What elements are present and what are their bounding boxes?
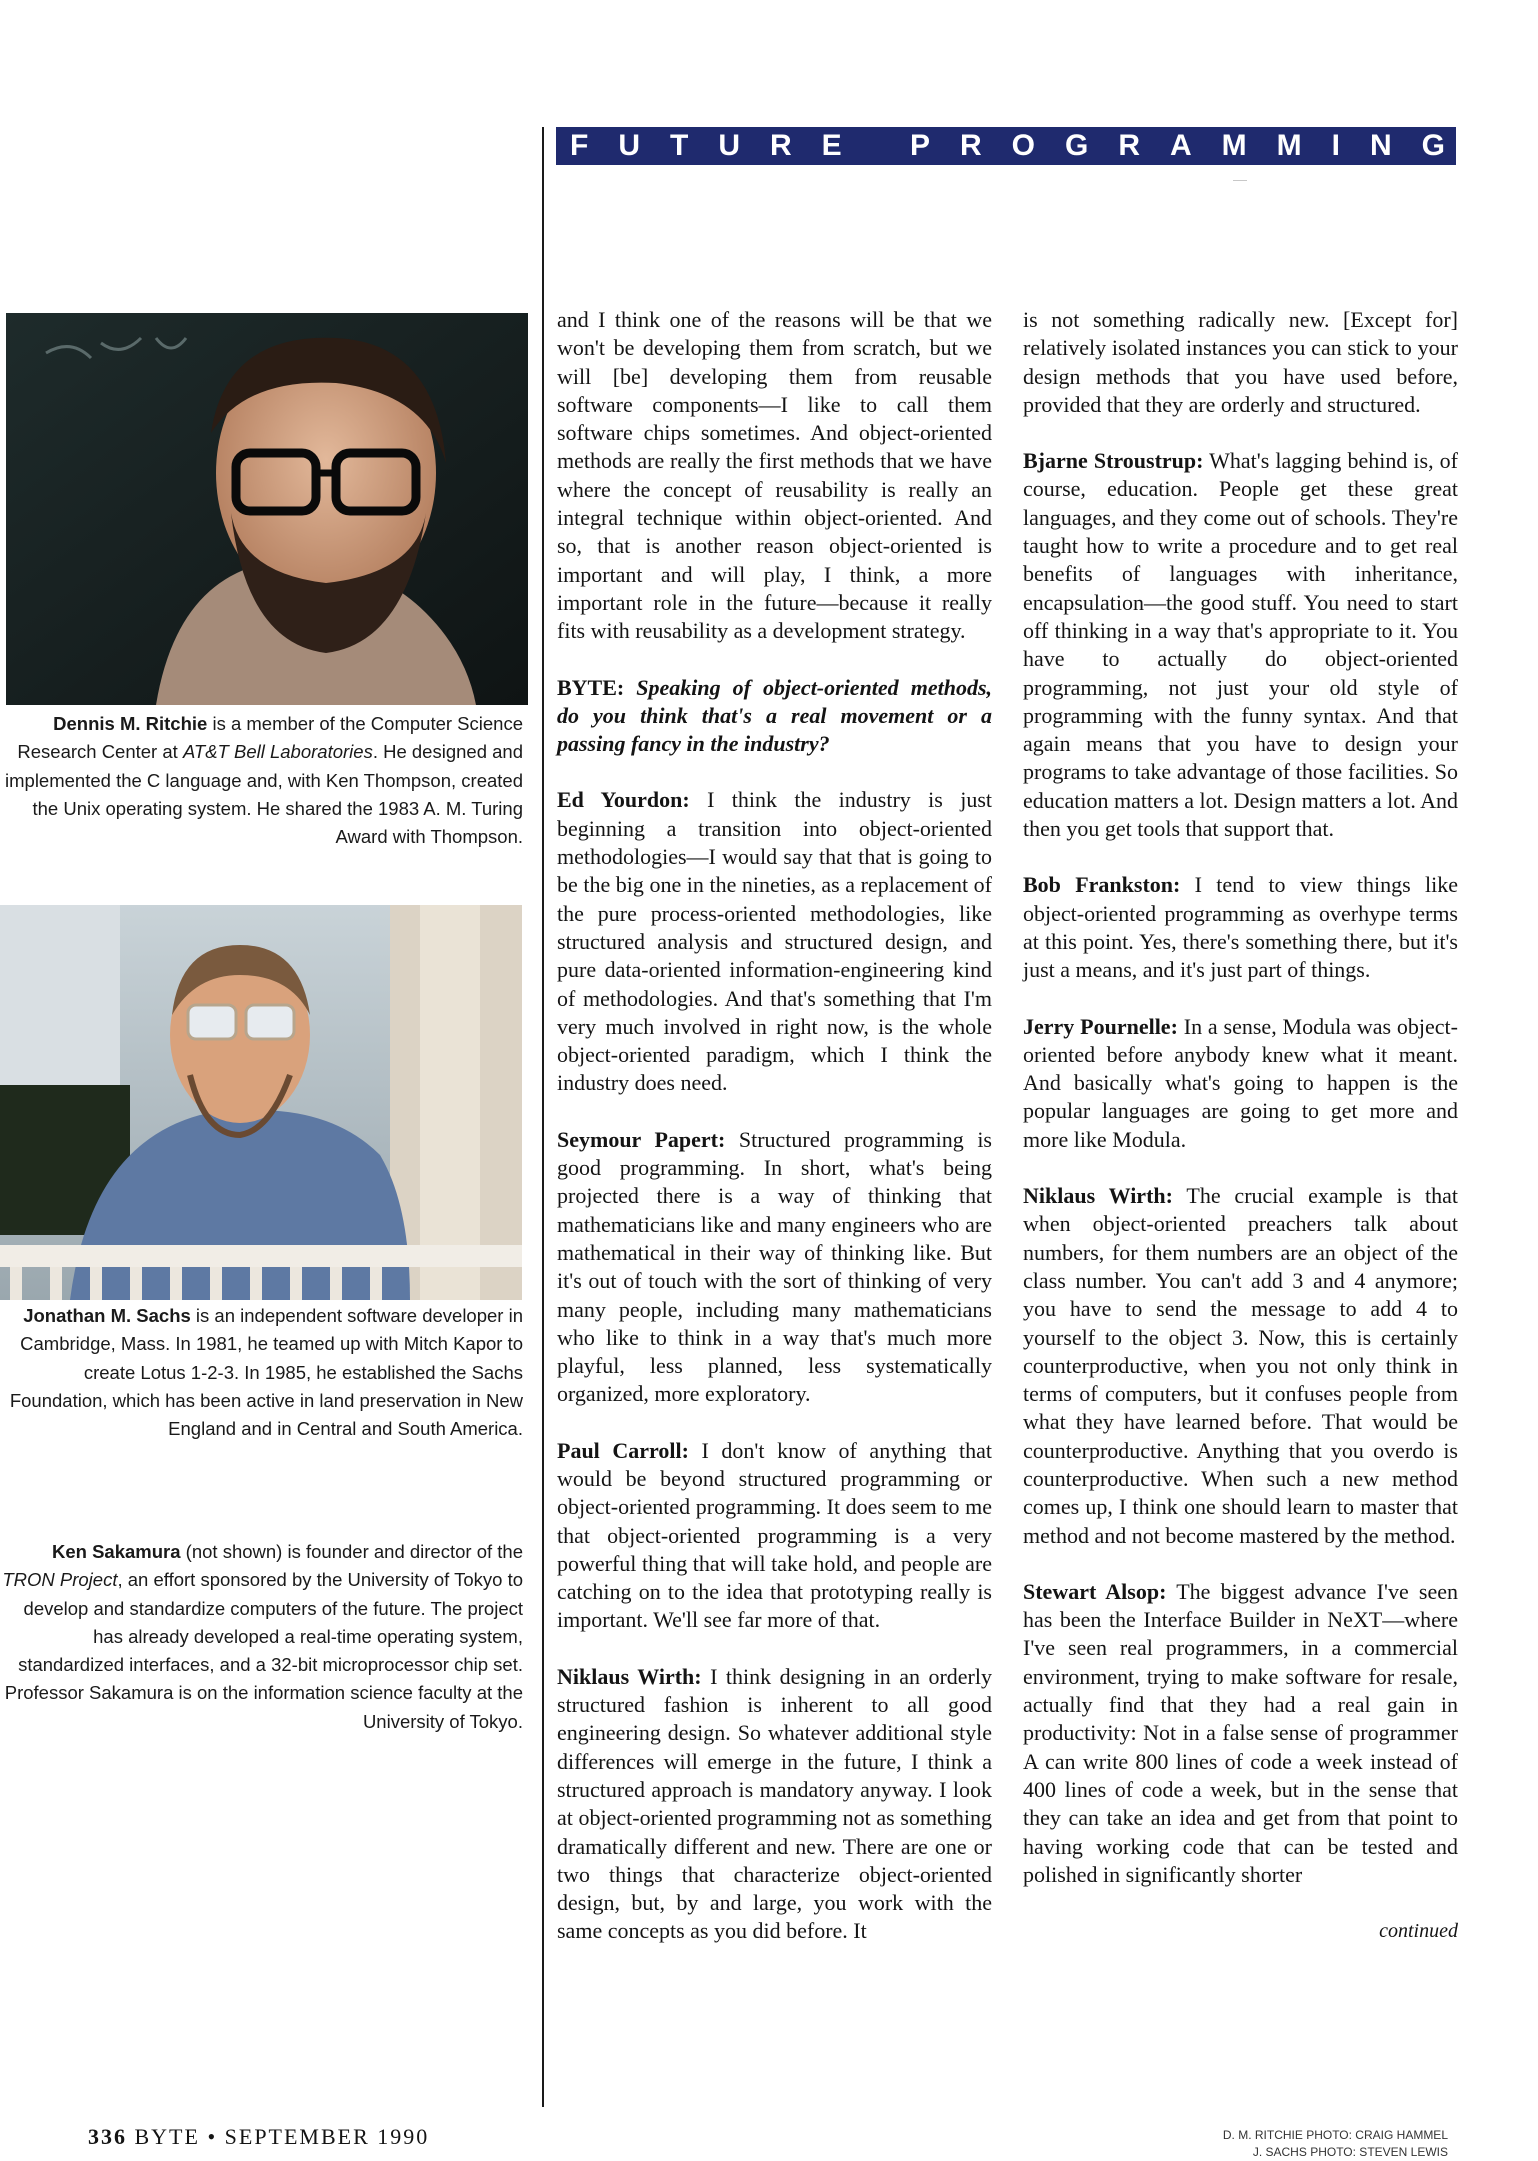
speaker-name: Jerry Pournelle: (1023, 1013, 1178, 1039)
photo-credit: J. SACHS PHOTO: STEVEN LEWIS (1252, 2145, 1448, 2159)
sakamura-caption (0, 1538, 523, 1736)
section-banner: FUTURE PROGRAMMING (556, 127, 1456, 165)
paragraph-text: The biggest advance I've seen has been the Interface Builder in NeXT—where I've seen real programmers, in a commercial environment, trying to make software for resale, actually find that they had a real gain in productivity: Not in a false sense of programmer A can write 800 lines of code a week instead of 400 lines of code a week, but in the sense that they can take an idea and get from that point to having working code that can be tested and polished in significantly shorter (1023, 1578, 1458, 1887)
speaker-name: Bob Frankston: (1023, 872, 1181, 898)
sachs-caption (0, 1302, 523, 1443)
paragraph (557, 1126, 992, 1409)
paragraph (1023, 1182, 1458, 1550)
paragraph (557, 1663, 992, 1946)
paragraph-text: The crucial example is that when object-oriented preachers talk about numbers, for them numbers are an object of the class number. You can't add 3 and 4 anymore; you have to send the message to add 4 to yourself to the object 3. Now, this is certainly counterproductive, when you not only think in terms of computers, but it confuses people from what they have learned before. That would be counterproductive. Anything that you overdo is counterproductive. When such a new method comes up, I think one should learn to master that method and not become mastered by the method. (1023, 1183, 1458, 1548)
photo-credits (1223, 2127, 1448, 2161)
caption-text: is an independent software developer in Cambridge, Mass. In 1981, he teamed up with Mitch Kapor to create Lotus 1-2-3. In 1985, he established the Sachs Foundation, which has been active in land preservation in New England and in Central and South America. (9, 1305, 523, 1440)
sachs-photo (0, 905, 522, 1300)
banner-tick (1233, 180, 1247, 181)
paragraph (1023, 1013, 1458, 1154)
caption-name: Ken Sakamura (52, 1541, 181, 1562)
caption-name: Dennis M. Ritchie (53, 713, 208, 734)
ritchie-photo (6, 313, 528, 705)
question-text: Speaking of object-oriented methods, do you think that's a real movement or a passing fancy in the industry? (557, 674, 993, 757)
speaker-name: Niklaus Wirth: (1023, 1183, 1173, 1209)
paragraph (1023, 447, 1458, 843)
speaker-name: BYTE: (557, 674, 625, 700)
speaker-name: Ed Yourdon: (557, 787, 690, 813)
article-column-2 (557, 306, 992, 1946)
question-paragraph (557, 674, 992, 759)
paragraph (557, 786, 992, 1097)
paragraph-text: What's lagging behind is, of course, education. People get these great languages, and they come out of schools. They're taught how to write a procedure and to get real benefits of languages with inheritance, encapsulation—the good stuff. You need to start off thinking in a way that's appropriate to it. You have to actually do object-oriented programming, not just your old style of programming with the funny syntax. And that again means that you have to design your programs to take advantage of those facilities. So education matters a lot. Design matters a lot. And then you get tools that support that. (1023, 448, 1459, 842)
speaker-name: Paul Carroll: (557, 1437, 689, 1463)
paragraph-text: Structured programming is good programming. In short, what's being projected there is a way of thinking that mathematicians like and many engineers who are mathematical in their way of thinking like. But it's out of touch with the sort of thinking of very many people, including many mathematicians who like to think in a way that's much more playful, less planned, less systematically organized, more exploratory. (557, 1126, 992, 1407)
paragraph-text: I tend to view things like object-oriented programming as overhype terms at this point. Yes, there's something there, but it's just a means, and it's just part of things. (1023, 872, 1458, 983)
publication-line: BYTE • SEPTEMBER 1990 (134, 2124, 430, 2149)
caption-text: is a member of the Computer Science Research Center at (17, 713, 523, 763)
photo-credit: D. M. RITCHIE PHOTO: CRAIG HAMMEL (1222, 2128, 1448, 2142)
caption-name: Jonathan M. Sachs (23, 1305, 191, 1326)
paragraph: is not something radically new. [Except for] relatively isolated instances you can stick to your design methods that you have used before, provided that they are orderly and structured. (1023, 307, 1458, 417)
caption-text: , an effort sponsored by the University of Tokyo to develop and standardize computers of the future. The project has already developed a real-time operating system, standardized interfaces, and a 32-bit microprocessor chip set. Professor Sakamura is on the information science faculty at the University of Tokyo. (4, 1569, 523, 1732)
caption-italic: TRON Project (2, 1569, 118, 1591)
paragraph: and I think one of the reasons will be that we won't be developing them from scratch, but we will [be] developing them from reusable software components—I like to call them software chips sometimes. And object-oriented methods are really the first methods that we have where the concept of reusability is really an integral technique within object-oriented. And so, that is another reason object-oriented is important and will play, I think, a more important role in the future—because it really fits with reusability as a development strategy. (557, 307, 992, 644)
paragraph-text: I think designing in an orderly structured fashion is inherent to all good engineering design. So whatever additional style differences will emerge in the future, I think a structured approach is mandatory anyway. I look at object-oriented programming not as something dramatically different and new. There are one or two things that characterize object-oriented design, but, by and large, you work with the same concepts as you did before. It (557, 1663, 992, 1944)
caption-text: (not shown) is founder and director of the (180, 1541, 523, 1562)
paragraph (1023, 1578, 1458, 1889)
speaker-name: Seymour Papert: (557, 1126, 726, 1152)
caption-italic: AT&T Bell Laboratories (182, 741, 373, 763)
paragraph-text: In a sense, Modula was object-oriented before anybody knew what it meant. And basically what's going to happen is the popular languages are going to get more and more like Modula. (1023, 1013, 1458, 1152)
paragraph (1023, 871, 1458, 984)
page-number: 336 (88, 2124, 127, 2149)
speaker-name: Bjarne Stroustrup: (1023, 448, 1204, 474)
paragraph-text: I don't know of anything that would be beyond structured programming or object-oriented programming. It does seem to me that object-oriented programming is a very powerful thing that will take hold, and people are catching on to the idea that prototyping really is important. We'll see far more of that. (557, 1437, 992, 1633)
paragraph (557, 1437, 992, 1635)
speaker-name: Niklaus Wirth: (557, 1663, 702, 1689)
ritchie-caption (0, 710, 523, 851)
continued-label: continued (1379, 1920, 1458, 1943)
article-column-3 (1023, 306, 1458, 1945)
speaker-name: Stewart Alsop: (1023, 1578, 1167, 1604)
column-rule (542, 127, 544, 2107)
paragraph-text: I think the industry is just beginning a transition into object-oriented methodologies—I would say that that is going to be the big one in the nineties, as a replacement of the pure process-oriented methodologies, like structured analysis and structured design, and pure data-oriented information-engineering kind of methodologies. And that's something that I'm very much involved in right now, is the whole object-oriented paradigm, which I think the industry does need. (557, 787, 992, 1096)
page-folio (88, 2124, 429, 2150)
caption-text: . He designed and implemented the C language and, with Ken Thompson, created the Unix operating system. He shared the 1983 A. M. Turing Award with Thompson. (5, 741, 523, 848)
